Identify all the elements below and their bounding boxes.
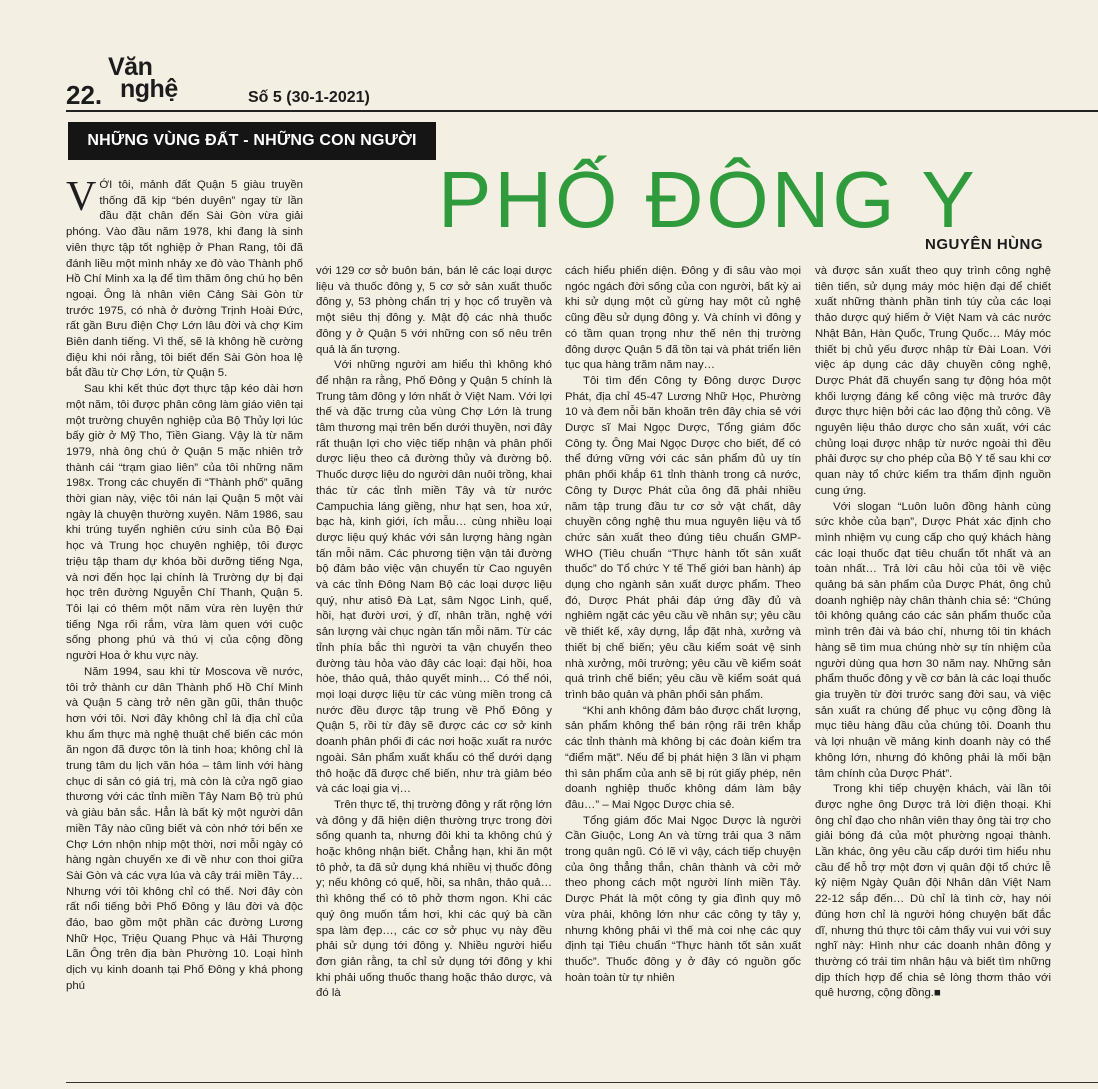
paragraph: Tổng giám đốc Mai Ngọc Dược là người Cần Giuộc, Long An và từng trải qua 3 năm trong quân ngũ. Có lẽ vì vậy, cách tiếp chuyện của ông thẳng thắn, chân thành và cởi mở theo phong cách một người lính miền Tây. Dược Phát là một công ty gia đình quy mô vừa phải, không lớn như các công ty tây y, nhưng không phải vì thế mà coi nhẹ các quy định tại Tiêu chuẩn “Thực hành tốt sản xuất thuốc”. Thuốc đông y ở đây có nguồn gốc hoàn toàn từ tự nhiên	[565, 814, 801, 984]
logo-line-1: Văn	[108, 53, 153, 81]
page-number: 22.	[66, 80, 103, 110]
article-column-2	[316, 264, 552, 1002]
paragraph: Sau khi kết thúc đợt thực tập kéo dài hơn một năm, tôi được phân công làm giáo viên tại một trường chuyên nghiệp của Bộ Thủy lợi lúc bấy giờ ở Mỹ Tho, Tiền Giang. Vậy là từ năm 1979, nhà ông chú ở Quận 5 mặc nhiên trở thành cái “trạm giao liên” của tôi những năm 198x. Trong các chuyến đi “Thành phố” quãng thời gian này, việc tôi nán lại Quận 5 một vài ngày là chuyện thường xuyên. Năm 1986, sau khi trúng tuyển nghiên cứu sinh của Bộ Đại học và Trung học chuyên nghiệp, tôi được triệu tập tham dự khóa bồi dưỡng tiếng Nga, và nơi đến học lại chính là Trường dự bị đại học trên đường Nguyễn Chí Thanh, Quận 5. Tôi lại có thêm một năm vừa rèn luyện thứ tiếng Nga rối rắm, vừa làm quen với cuộc sống phong phú và thú vị của cộng đồng người Hoa ở khu vực này.	[66, 383, 303, 663]
paragraph: Với slogan “Luôn luôn đồng hành cùng sức khỏe của bạn”, Dược Phát xác định cho mình nhiệm vụ cung cấp cho quý khách hàng các loại thuốc đạt tiêu chuẩn tốt nhất và an toàn nhất… Trả lời câu hỏi của tôi về việc quảng bá sản phẩm của Dược Phát, ông chủ doanh nghiệp này chân thành chia sẻ: “Chúng tôi không quảng cáo các sản phẩm thuốc của mình trên đài và báo chí, nhưng tôi tin khách hàng sẽ tìm mua chúng nhờ sự tín nhiệm của người dùng qua hơn 30 năm nay. Những sản phẩm thuốc đông y về cơ bản là các loại thuốc gia truyền từ đời trước sang đời sau, và việc sản xuất ra chúng để phục vụ cộng đồng là mục tiêu hàng đầu của chúng tôi. Doanh thu và lợi nhuận về mảng kinh doanh này có thể không lớn, nhưng đó không phải là mối bận tâm chính của Dược Phát”.	[815, 500, 1051, 780]
drop-cap: V	[66, 174, 97, 220]
paragraph: Với những người am hiểu thì không khó để nhận ra rằng, Phố Đông y Quận 5 chính là Trung tâm đông y lớn nhất ở Việt Nam. Với lợi thế và đặc trưng của vùng Chợ Lớn là trung tâm thương mại trên bến dưới thuyền, nơi đây rất thuận lợi cho việc tiếp nhận và phân phối dược liệu theo cả đường thủy và đường bộ. Thuốc dược liệu do người dân nuôi trồng, khai thác từ các tỉnh miền Tây và từ nước Campuchia láng giềng, như hạt sen, hoa xứ, bạc hà, kinh giới, ích mẫu… cùng nhiều loại dược liệu quý khác với sản lượng hàng ngàn tấn mỗi năm. Các phương tiện vận tải đường bộ đảm bảo việc vận chuyển từ Cao nguyên và các tỉnh Đông Nam Bộ các loại dược liệu quý, như atisô Đà Lạt, sâm Ngọc Linh, quế, hồi, hạt đười ươi, ý dĩ, nhân trần, nghệ với sản lượng vài chục ngàn tấn mỗi năm. Từ các tỉnh phía bắc thì người ta vận chuyển theo đường tàu hỏa vào đây các loại: đại hồi, hoa hòe, thảo quả, thảo quyết minh… Có thể nói, mọi loại dược liệu từ các vùng miền trong cả nước đều được tập trung về Phố Đông y Quận 5, rồi từ đây sẽ được các cơ sở kinh doanh phân phối đi các nơi hoặc xuất ra nước ngoài. Sản phẩm xuất khẩu có thể dưới dạng thô hoặc đã được chế biến, như trà giảm béo và các loại gia vị…	[316, 359, 552, 796]
byline: NGUYÊN HÙNG	[925, 236, 1044, 253]
paragraph: Tôi tìm đến Công ty Đông dược Dược Phát, địa chỉ 45-47 Lương Nhữ Học, Phường 10 và đem nỗi băn khoăn trên đây chia sẻ với Dược sĩ Mai Ngọc Dược, Tổng giám đốc Công ty. Ông Mai Ngọc Dược cho biết, để có thể đứng vững với các sản phẩm đủ uy tín phân phối khắp 61 tỉnh thành trong cả nước, Công ty Dược Phát của ông đã phải nhiều năm tập trung đầu tư cơ sở vật chất, dây chuyền công nghệ thu mua nguyên liệu và tổ chức sản xuất theo đúng tiêu chuẩn GMP-WHO (Tiêu chuẩn “Thực hành tốt sản xuất thuốc” do Tổ chức Y tế Thế giới ban hành) áp dụng cho ngành sản xuất dược phẩm. Theo đó, Dược Phát phải đáp ứng đầy đủ và nghiêm ngặt các yêu cầu về nhân sự; yêu cầu về thiết kế, xây dựng, lắp đặt nhà, xưởng và thiết bị chế biến; yêu cầu kiểm soát vệ sinh nhà xưởng, môi trường; yêu cầu về kiểm soát quá trình chế biến; yêu cầu về kiểm soát quá trình bảo quản và phân phối sản phẩm.	[565, 374, 801, 701]
article-column-1	[66, 174, 303, 995]
article-column-4	[815, 264, 1051, 1002]
paragraph: và được sản xuất theo quy trình công nghệ tiên tiến, sử dụng máy móc hiện đại để chiết xuất những thành phần tinh túy của các loại thảo dược quý hiếm ở Việt Nam và các nước Nhật Bản, Hàn Quốc, Trung Quốc… Máy móc thiết bị chủ yếu được nhập từ Đài Loan. Với việc áp dụng các dây chuyền công nghệ, Dược Phát đã chuyển sang tự động hóa một khối lượng đáng kể công việc mà trước đây được thực hiện bởi các lao động thủ công. Về nguyên liệu thảo dược cho sản xuất, với các chủng loại được nhập từ nước ngoài thì đều phải được sự cho phép của Bộ Y tế sau khi cơ quan này tổ chức kiểm tra thẩm định nguồn cung ứng.	[815, 265, 1051, 497]
issue-number: Số 5 (30-1-2021)	[248, 89, 370, 106]
article-column-3	[565, 264, 801, 986]
paragraph: với 129 cơ sở buôn bán, bán lẻ các loại dược liệu và thuốc đông y, 5 cơ sở sản xuất thuốc đông y, 53 phòng chẩn trị y học cổ truyền và một siêu thị đông y. Mật độ các nhà thuốc đông y ở Quận 5 với những con số nêu trên quả là ấn tượng.	[316, 265, 552, 356]
paragraph: cách hiểu phiến diện. Đông y đi sâu vào mọi ngóc ngách đời sống của con người, bất kỳ ai khi sử dụng một củ gừng hay một củ nghệ cũng đều sử dụng đông y. Và chính vì đông y có tầm quan trọng như thế nên thị trường đông dược Quận 5 đã tồn tại và phát triển liên tục qua hàng trăm năm nay…	[565, 265, 801, 372]
logo-line-2: nghệ	[120, 75, 178, 103]
paragraph: Trong khi tiếp chuyện khách, vài lần tôi được nghe ông Dược trả lời điện thoại. Khi ông chỉ đạo cho nhân viên thay ông tài trợ cho giải bóng đá của một phường ngoại thành. Lần khác, ông yêu cầu cấp dưới tìm hiểu nhu cầu để hỗ trợ một đơn vị quân đội tổ chức lễ kỷ niệm Ngày Quân đội Nhân dân Việt Nam 22-12 sắp đến… Dù chỉ là tình cờ, hay nói đúng hơn chỉ là người hóng chuyện bất đắc dĩ, nhưng thú thực tôi cảm thấy vui vui với suy nghĩ này: Hình như các doanh nhân đông y thường có trái tim nhân hậu và biết tìm những dịp thích hợp để chia sẻ lòng thơm thảo với quê hương, cộng đồng.■	[815, 783, 1051, 1000]
paragraph: VỚI tôi, mảnh đất Quận 5 giàu truyền thống đã kịp “bén duyên” ngay từ lần đầu đặt chân đến Sài Gòn vừa giải phóng. Vào đầu năm 1978, khi đang là sinh viên thực tập tốt nghiệp ở Phan Rang, tôi đã đánh liều một mình nhảy xe đò vào Thành phố Hồ Chí Minh xa lạ để tìm thăm ông chú họ bên ngoại. Ông là nhân viên Cảng Sài Gòn từ trước 1975, có nhà ở đường Trịnh Hoài Đức, rất gần Bưu điện Chợ Lớn lâu đời và chợ Kim Biên danh tiếng. Vì thế, sẽ là không hề cường điệu khi nói rằng, tôi biết đến Sài Gòn hoa lệ bắt đầu từ Chợ Lớn, từ Quận 5.	[66, 174, 303, 380]
top-divider	[66, 110, 1098, 112]
bottom-divider	[66, 1082, 1098, 1083]
publication-logo	[108, 53, 178, 103]
headline: PHỐ ĐÔNG Y	[438, 155, 978, 244]
paragraph: Năm 1994, sau khi từ Moscova về nước, tôi trở thành cư dân Thành phố Hồ Chí Minh và Quận 5 càng trở nên gần gũi, thân thuộc hơn với tôi. Nơi đây không chỉ là địa chỉ của khu ẩm thực mà nghệ thuật chế biến các món ăn ngon đã được tôn là tinh hoa; không chỉ là trung tâm du lịch văn hóa – tâm linh với hàng chục di sản có giá trị, mà còn là cửa ngõ giao thương với các tỉnh miền Tây Nam Bộ trù phú và giàu bản sắc. Hẳn là bất kỳ một người dân miền Tây nào cũng biết và còn nhớ tới bến xe Chợ Lớn nhộn nhịp một thời, nơi mỗi ngày có hàng ngàn chuyến xe đi về như con thoi giữa Sài Gòn và các vựa lúa và cây trái miền Tây… Nhưng với tôi không chỉ có thế. Nơi đây còn rất nổi tiếng bởi Phố Đông y lâu đời và độc đáo, bao gồm một phần các đường Lương Nhữ Học, Triệu Quang Phục và Hải Thượng Lãn Ông trên địa bàn Phường 10. Loại hình dịch vụ kinh doanh tại Phố Đông y khá phong phú	[66, 665, 303, 992]
paragraph: Trên thực tế, thị trường đông y rất rộng lớn và đông y đã hiện diện thường trực trong đời sống quanh ta, nhưng đôi khi ta không chú ý hoặc không nhận biết. Chẳng hạn, khi ăn một tô phở, ta đã sử dụng khá nhiều vị thuốc đông y; nếu không có quế, hồi, sa nhân, thảo quả… thì không thể có tô phở thơm ngon. Khi các quý ông muốn tắm hơi, khi các quý bà cần spa làm đẹp…, các cơ sở phục vụ này đều phải sử dụng tới đông y. Nhiều người hiểu đơn giản rằng, ta chỉ sử dụng tới đông y khi khi phải uống thuốc thang hoặc thảo dược, và đó là	[316, 798, 552, 1000]
paragraph: “Khi anh không đảm bảo được chất lượng, sản phẩm không thể bán rộng rãi trên khắp các tỉnh thành mà không bị các đoàn kiểm tra “điểm mặt”. Nếu để bị phát hiện 3 lần vi phạm thì sản phẩm của anh sẽ bị rút giấy phép, nên doanh nghiệp thuốc không dám làm bậy đâu…” – Mai Ngọc Dược chia sẻ.	[565, 704, 801, 811]
section-banner: NHỮNG VÙNG ĐẤT - NHỮNG CON NGƯỜI	[68, 122, 436, 160]
